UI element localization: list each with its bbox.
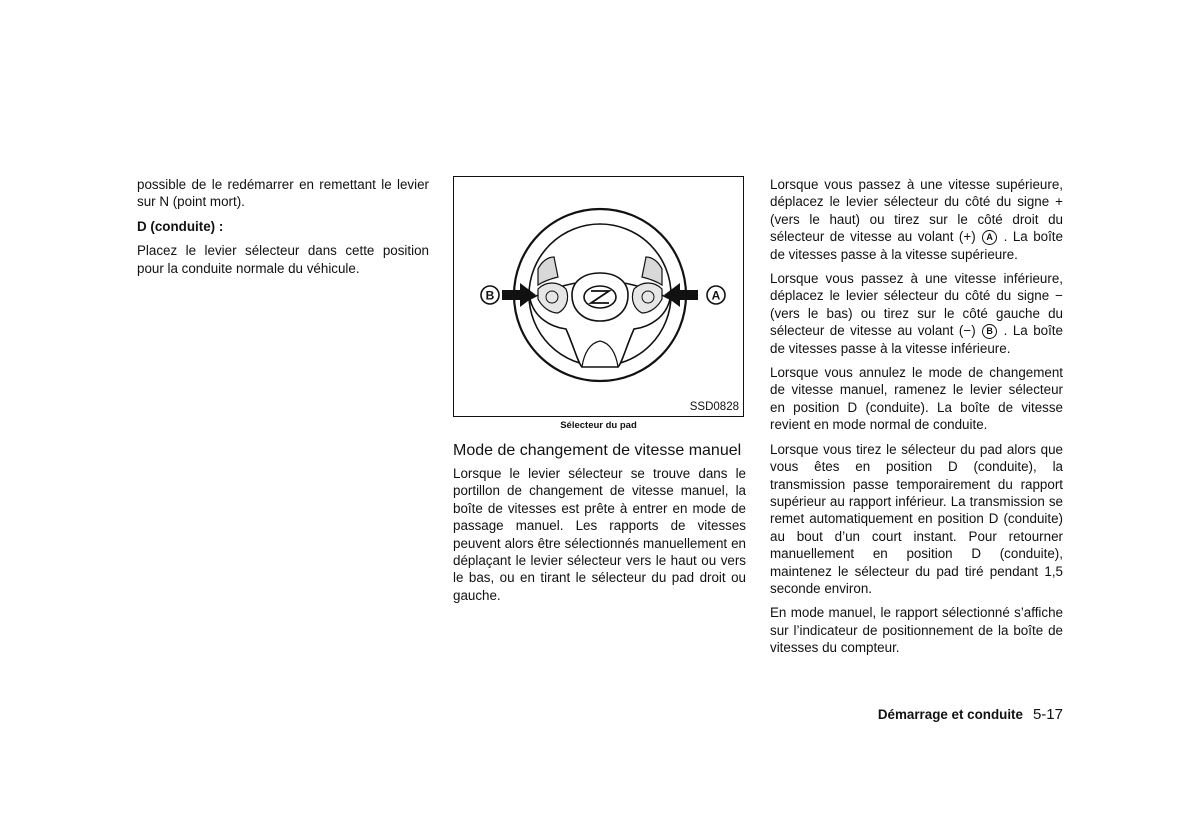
right-paragraph-5: En mode manuel, le rapport sélectionné s’affiche sur l’indicateur de positionnement de la boîte de vitesses du compteur. xyxy=(770,605,1063,656)
left-paragraph-2: Placez le levier sélecteur dans cette position pour la conduite normale du véhicule. xyxy=(137,243,429,276)
middle-column xyxy=(453,176,746,611)
label-a: A xyxy=(711,288,721,303)
right-paragraph-4: Lorsque vous tirez le sélecteur du pad alors que vous êtes en position D (conduite), la transmission passe temporairement du rapport supérieur au rapport inférieur. La transmission se remet automatiquement en position D (conduite) au bout d’un court instant. Pour retourner manuellement en position D (conduite), maintenez le sélecteur du pad tiré pendant 1,5 seconde environ. xyxy=(770,441,1063,596)
right-paragraph-2 xyxy=(770,270,1063,357)
right-p2-start: Lorsque vous passez à une vitesse inférieure, déplacez le levier sélecteur du côté du signe − (vers le bas) ou tirez sur le côté gauche du sélecteur de vitesse au volant (−) xyxy=(770,271,1063,339)
footer-section-name: Démarrage et conduite xyxy=(877,707,1023,722)
right-p1-end: . La boîte de vitesses passe à la vitesse supérieure. xyxy=(770,229,1063,262)
figure-caption: Sélecteur du pad xyxy=(560,420,637,431)
d-drive-heading: D (conduite) : xyxy=(137,218,224,234)
section-title: Mode de changement de vitesse manuel xyxy=(453,442,742,459)
steering-wheel-figure xyxy=(453,176,744,417)
steering-wheel-illustration xyxy=(454,177,745,418)
right-paragraph-1 xyxy=(770,176,1063,263)
page-number: 5-17 xyxy=(1032,706,1063,723)
circled-b-icon: B xyxy=(982,324,997,339)
label-b: B xyxy=(485,288,495,303)
right-column xyxy=(770,176,1063,664)
right-paragraph-3: Lorsque vous annulez le mode de changement de vitesse manuel, ramenez le levier sélecteur en position D (conduite). La boîte de vitesse revient en mode normal de conduite. xyxy=(770,365,1063,433)
right-p2-end: . La boîte de vitesses passe à la vitesse inférieure. xyxy=(770,323,1063,356)
left-paragraph-1: possible de le redémarrer en remettant le levier sur N (point mort). xyxy=(137,177,429,210)
right-p1-start: Lorsque vous passez à une vitesse supérieure, déplacez le levier sélecteur du côté du signe + (vers le haut) ou tirez sur le côté droit du sélecteur de vitesse au volant (+) xyxy=(770,177,1063,245)
circled-a-icon: A xyxy=(982,230,997,245)
left-paddle-icon xyxy=(538,257,558,285)
page-footer xyxy=(830,705,1063,724)
left-column xyxy=(137,176,429,284)
middle-paragraph-1: Lorsque le levier sélecteur se trouve dans le portillon de changement de vitesse manuel, la boîte de vitesses est prête à entrer en mode de passage manuel. Les rapports de vitesses peuvent alors être sélectionnés manuellement en déplaçant le levier sélecteur vers le haut ou vers le bas, ou en tirant le sélecteur du pad droit ou gauche. xyxy=(453,466,746,603)
figure-code: SSD0828 xyxy=(689,401,739,413)
right-paddle-icon xyxy=(642,257,662,285)
